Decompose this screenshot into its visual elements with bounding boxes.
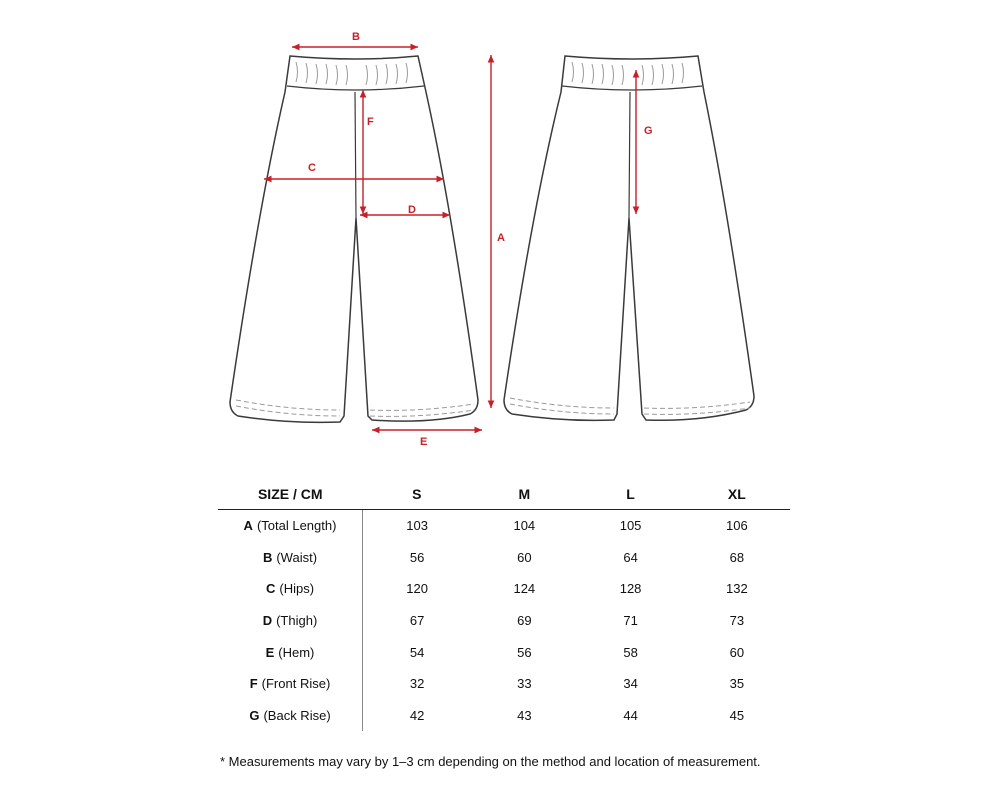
- row-label: [218, 510, 363, 542]
- back-view: [504, 56, 754, 420]
- measure-c-label: C: [308, 162, 316, 174]
- row-label: [218, 668, 363, 700]
- cell-value: 64: [623, 549, 638, 565]
- cell-value: 54: [409, 644, 425, 660]
- measure-b-label: B: [352, 31, 360, 43]
- front-view: [230, 31, 505, 448]
- table-row: [218, 542, 790, 574]
- row-name: (Back Rise): [263, 707, 331, 723]
- front-pants-outline: [230, 56, 478, 422]
- cell-value: 34: [623, 676, 638, 692]
- cell-value: 35: [729, 676, 745, 692]
- cell-value: 60: [517, 549, 532, 565]
- row-label: [218, 542, 363, 574]
- header-size-xl: XL: [684, 478, 790, 510]
- cell-value: 56: [409, 549, 425, 565]
- cell-value: 128: [619, 581, 642, 597]
- cell-value: 44: [623, 707, 638, 723]
- row-label: [218, 573, 363, 605]
- cell-value: 33: [517, 676, 532, 692]
- cell-value: 32: [409, 676, 425, 692]
- cell-value: 103: [406, 518, 428, 534]
- row-code: C: [265, 581, 276, 597]
- header-size-m: M: [471, 478, 577, 510]
- cell-value: 67: [409, 613, 425, 629]
- row-code: E: [265, 644, 275, 660]
- cell-value: 104: [513, 518, 536, 534]
- row-code: A: [243, 518, 253, 534]
- cell-value: 71: [623, 613, 638, 629]
- table-header-row: [218, 478, 790, 510]
- row-code: B: [262, 549, 273, 565]
- cell-value: 73: [729, 613, 745, 629]
- row-label: [218, 700, 363, 732]
- header-size-l: L: [577, 478, 683, 510]
- row-code: G: [249, 707, 260, 723]
- back-pants-outline: [504, 56, 754, 420]
- measure-f-label: F: [367, 116, 374, 128]
- header-size-s: S: [363, 478, 472, 510]
- measure-e-label: E: [420, 436, 428, 448]
- cell-value: 43: [517, 707, 532, 723]
- row-name: (Thigh): [276, 613, 318, 629]
- cell-value: 132: [726, 581, 748, 597]
- row-name: (Total Length): [256, 518, 337, 534]
- table-row: [218, 700, 790, 732]
- measure-g-label: G: [644, 125, 653, 137]
- cell-value: 58: [623, 644, 638, 660]
- cell-value: 106: [726, 518, 748, 534]
- cell-value: 105: [619, 518, 642, 534]
- row-name: (Hem): [278, 644, 315, 660]
- size-table: [218, 478, 790, 731]
- cell-value: 124: [513, 581, 536, 597]
- row-name: (Hips): [279, 581, 315, 597]
- table-row: [218, 668, 790, 700]
- cell-value: 120: [406, 581, 428, 597]
- measure-d-label: D: [408, 204, 416, 216]
- cell-value: 69: [517, 613, 532, 629]
- row-label: [218, 636, 363, 668]
- table-row: [218, 605, 790, 637]
- measure-a-label: A: [497, 232, 505, 244]
- cell-value: 45: [729, 707, 745, 723]
- header-size-cm: SIZE / CM: [218, 478, 363, 510]
- row-label: [218, 605, 363, 637]
- table-row: [218, 636, 790, 668]
- cell-value: 42: [409, 707, 425, 723]
- row-name: (Front Rise): [261, 676, 331, 692]
- table-row: [218, 510, 790, 542]
- cell-value: 56: [517, 644, 532, 660]
- row-code: F: [249, 676, 258, 692]
- measurement-note: * Measurements may vary by 1–3 cm depending on the method and location of measurement.: [220, 754, 761, 769]
- cell-value: 68: [729, 549, 745, 565]
- row-code: D: [262, 613, 273, 629]
- row-name: (Waist): [276, 549, 318, 565]
- cell-value: 60: [729, 644, 745, 660]
- table-row: [218, 573, 790, 605]
